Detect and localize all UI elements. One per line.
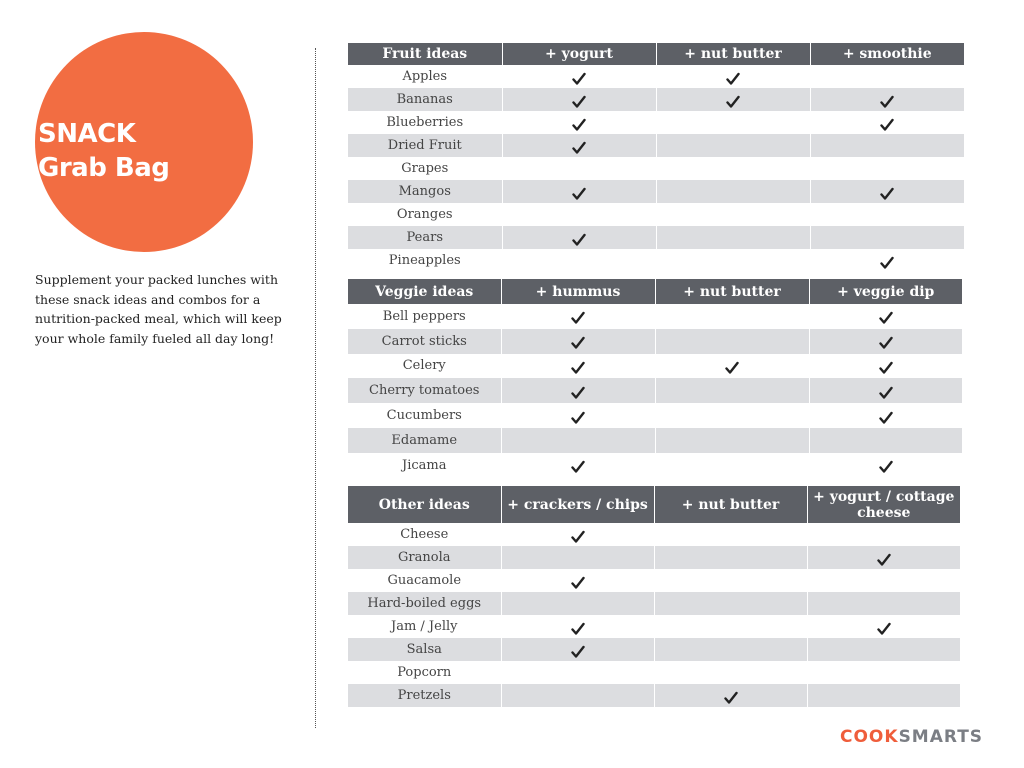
combo-cell <box>502 249 656 272</box>
checkmark-icon <box>879 386 893 400</box>
combo-cell <box>810 134 964 157</box>
combo-cell <box>501 615 654 638</box>
intro-text: Supplement your packed lunches with these snack ideas and combos for a nutrition-packed meal, which will keep your whole family fueled all day long! <box>35 272 282 346</box>
combo-cell <box>809 403 962 428</box>
snack-name: Guacamole <box>387 573 462 588</box>
table-row <box>348 226 964 249</box>
combo-cell <box>656 249 810 272</box>
other-header-3: + yogurt / cottage cheese <box>807 486 960 523</box>
combo-cell <box>807 638 960 661</box>
table-row <box>348 615 960 638</box>
snack-name: Blueberries <box>386 115 464 130</box>
combo-cell <box>656 134 810 157</box>
table-row <box>348 523 960 546</box>
combo-cell <box>655 304 809 329</box>
checkmark-icon <box>572 95 586 109</box>
table-row <box>348 453 962 478</box>
checkmark-icon <box>725 361 739 375</box>
title-line-2: Grab Bag <box>38 153 170 183</box>
snack-name: Cucumbers <box>386 408 462 424</box>
other-table <box>348 486 960 707</box>
snack-name: Edamame <box>348 428 501 453</box>
snack-name: Oranges <box>396 207 453 222</box>
checkmark-icon <box>880 256 894 270</box>
snack-name: Popcorn <box>397 665 452 680</box>
combo-cell <box>807 684 960 707</box>
table-row <box>348 592 960 615</box>
combo-cell <box>502 157 656 180</box>
combo-cell <box>501 661 654 684</box>
combo-cell <box>501 684 654 707</box>
combo-cell <box>807 615 960 638</box>
other-header-0: Other ideas <box>348 486 501 523</box>
combo-cell <box>654 569 807 592</box>
table-row <box>348 354 962 379</box>
snack-name: Cherry tomatoes <box>348 378 501 403</box>
fruit-header-3: + smoothie <box>810 43 964 65</box>
combo-cell <box>810 111 964 134</box>
checkmark-icon <box>726 72 740 86</box>
veggie-header-0: Veggie ideas <box>348 279 501 304</box>
combo-cell <box>501 304 655 329</box>
checkmark-icon <box>571 311 585 325</box>
combo-cell <box>656 157 810 180</box>
combo-cell <box>501 569 654 592</box>
combo-cell <box>654 592 807 615</box>
table-row <box>348 638 960 661</box>
checkmark-icon <box>572 141 586 155</box>
snack-name: Apples <box>402 69 448 84</box>
checkmark-icon <box>572 72 586 86</box>
combo-cell <box>809 329 962 354</box>
table-row <box>348 180 964 203</box>
snack-name: Bell peppers <box>382 308 466 324</box>
combo-cell <box>809 378 962 403</box>
combo-cell <box>502 180 656 203</box>
snack-name: Mangos <box>348 180 502 203</box>
combo-cell <box>654 546 807 569</box>
combo-cell <box>654 661 807 684</box>
combo-cell <box>655 403 809 428</box>
fruit-table <box>348 43 964 272</box>
snack-name: Dried Fruit <box>348 134 502 157</box>
fruit-table-header <box>348 43 964 65</box>
snack-name: Pineapples <box>388 253 461 268</box>
checkmark-icon <box>879 411 893 425</box>
checkmark-icon <box>726 95 740 109</box>
combo-cell <box>656 203 810 226</box>
table-row <box>348 88 964 111</box>
logo-part-smarts: SMARTS <box>898 727 984 747</box>
snack-name: Jam / Jelly <box>391 619 458 634</box>
snack-name: Cheese <box>400 527 449 542</box>
combo-cell <box>810 226 964 249</box>
checkmark-icon <box>879 361 893 375</box>
checkmark-icon <box>571 645 585 659</box>
combo-cell <box>810 157 964 180</box>
table-row <box>348 378 962 403</box>
table-row <box>348 569 960 592</box>
checkmark-icon <box>571 386 585 400</box>
combo-cell <box>810 249 964 272</box>
snack-name: Jicama <box>402 457 447 473</box>
table-row <box>348 546 960 569</box>
combo-cell <box>656 226 810 249</box>
combo-cell <box>654 638 807 661</box>
combo-cell <box>501 378 655 403</box>
table-row <box>348 134 964 157</box>
snack-name: Granola <box>348 546 501 569</box>
combo-cell <box>502 88 656 111</box>
combo-cell <box>502 203 656 226</box>
combo-cell <box>501 638 654 661</box>
veggie-table-header <box>348 279 962 304</box>
combo-cell <box>501 453 655 478</box>
combo-cell <box>501 546 654 569</box>
table-row <box>348 65 964 88</box>
combo-cell <box>809 428 962 453</box>
combo-cell <box>807 569 960 592</box>
table-row <box>348 157 964 180</box>
combo-cell <box>501 354 655 379</box>
combo-cell <box>655 329 809 354</box>
combo-cell <box>810 180 964 203</box>
snack-name: Pears <box>348 226 502 249</box>
combo-cell <box>501 592 654 615</box>
combo-cell <box>810 88 964 111</box>
checkmark-icon <box>571 336 585 350</box>
combo-cell <box>654 615 807 638</box>
table-row <box>348 684 960 707</box>
combo-cell <box>809 453 962 478</box>
logo-part-cook: COOK <box>840 727 899 747</box>
combo-cell <box>656 65 810 88</box>
checkmark-icon <box>879 460 893 474</box>
combo-cell <box>656 180 810 203</box>
combo-cell <box>654 684 807 707</box>
combo-cell <box>501 403 655 428</box>
checkmark-icon <box>571 530 585 544</box>
table-row <box>348 203 964 226</box>
table-row <box>348 661 960 684</box>
table-row <box>348 428 962 453</box>
table-row <box>348 329 962 354</box>
checkmark-icon <box>877 622 891 636</box>
snack-name: Bananas <box>348 88 502 111</box>
combo-cell <box>502 226 656 249</box>
combo-cell <box>655 354 809 379</box>
table-row <box>348 403 962 428</box>
combo-cell <box>807 523 960 546</box>
checkmark-icon <box>880 95 894 109</box>
snack-name: Grapes <box>401 161 449 176</box>
veggie-header-1: + hummus <box>501 279 655 304</box>
fruit-header-2: + nut butter <box>656 43 810 65</box>
veggie-table <box>348 279 962 478</box>
other-header-1: + crackers / chips <box>501 486 654 523</box>
snack-name: Pretzels <box>348 684 501 707</box>
checkmark-icon <box>880 187 894 201</box>
veggie-header-3: + veggie dip <box>809 279 962 304</box>
combo-cell <box>810 65 964 88</box>
checkmark-icon <box>877 553 891 567</box>
combo-cell <box>501 428 655 453</box>
checkmark-icon <box>572 233 586 247</box>
veggie-header-2: + nut butter <box>655 279 809 304</box>
checkmark-icon <box>571 411 585 425</box>
combo-cell <box>502 134 656 157</box>
combo-cell <box>656 111 810 134</box>
checkmark-icon <box>571 460 585 474</box>
checkmark-icon <box>572 118 586 132</box>
combo-cell <box>655 428 809 453</box>
fruit-header-0: Fruit ideas <box>348 43 502 65</box>
combo-cell <box>656 88 810 111</box>
other-header-2: + nut butter <box>654 486 807 523</box>
checkmark-icon <box>572 187 586 201</box>
table-row <box>348 249 964 272</box>
combo-cell <box>809 304 962 329</box>
combo-cell <box>655 378 809 403</box>
other-table-header <box>348 486 960 523</box>
checkmark-icon <box>879 336 893 350</box>
checkmark-icon <box>880 118 894 132</box>
snack-name: Salsa <box>348 638 501 661</box>
combo-cell <box>809 354 962 379</box>
checkmark-icon <box>571 576 585 590</box>
checkmark-icon <box>571 361 585 375</box>
cooksmarts-logo <box>840 727 983 747</box>
combo-cell <box>810 203 964 226</box>
snack-name: Carrot sticks <box>348 329 501 354</box>
checkmark-icon <box>724 691 738 705</box>
combo-cell <box>502 65 656 88</box>
combo-cell <box>807 592 960 615</box>
snack-name: Hard-boiled eggs <box>348 592 501 615</box>
checkmark-icon <box>879 311 893 325</box>
combo-cell <box>655 453 809 478</box>
combo-cell <box>807 661 960 684</box>
table-row <box>348 111 964 134</box>
vertical-divider <box>315 48 316 728</box>
fruit-header-1: + yogurt <box>502 43 656 65</box>
table-row <box>348 304 962 329</box>
combo-cell <box>501 523 654 546</box>
combo-cell <box>502 111 656 134</box>
checkmark-icon <box>571 622 585 636</box>
combo-cell <box>807 546 960 569</box>
snack-name: Celery <box>402 358 446 374</box>
combo-cell <box>654 523 807 546</box>
combo-cell <box>501 329 655 354</box>
title-line-1: SNACK <box>38 119 136 149</box>
